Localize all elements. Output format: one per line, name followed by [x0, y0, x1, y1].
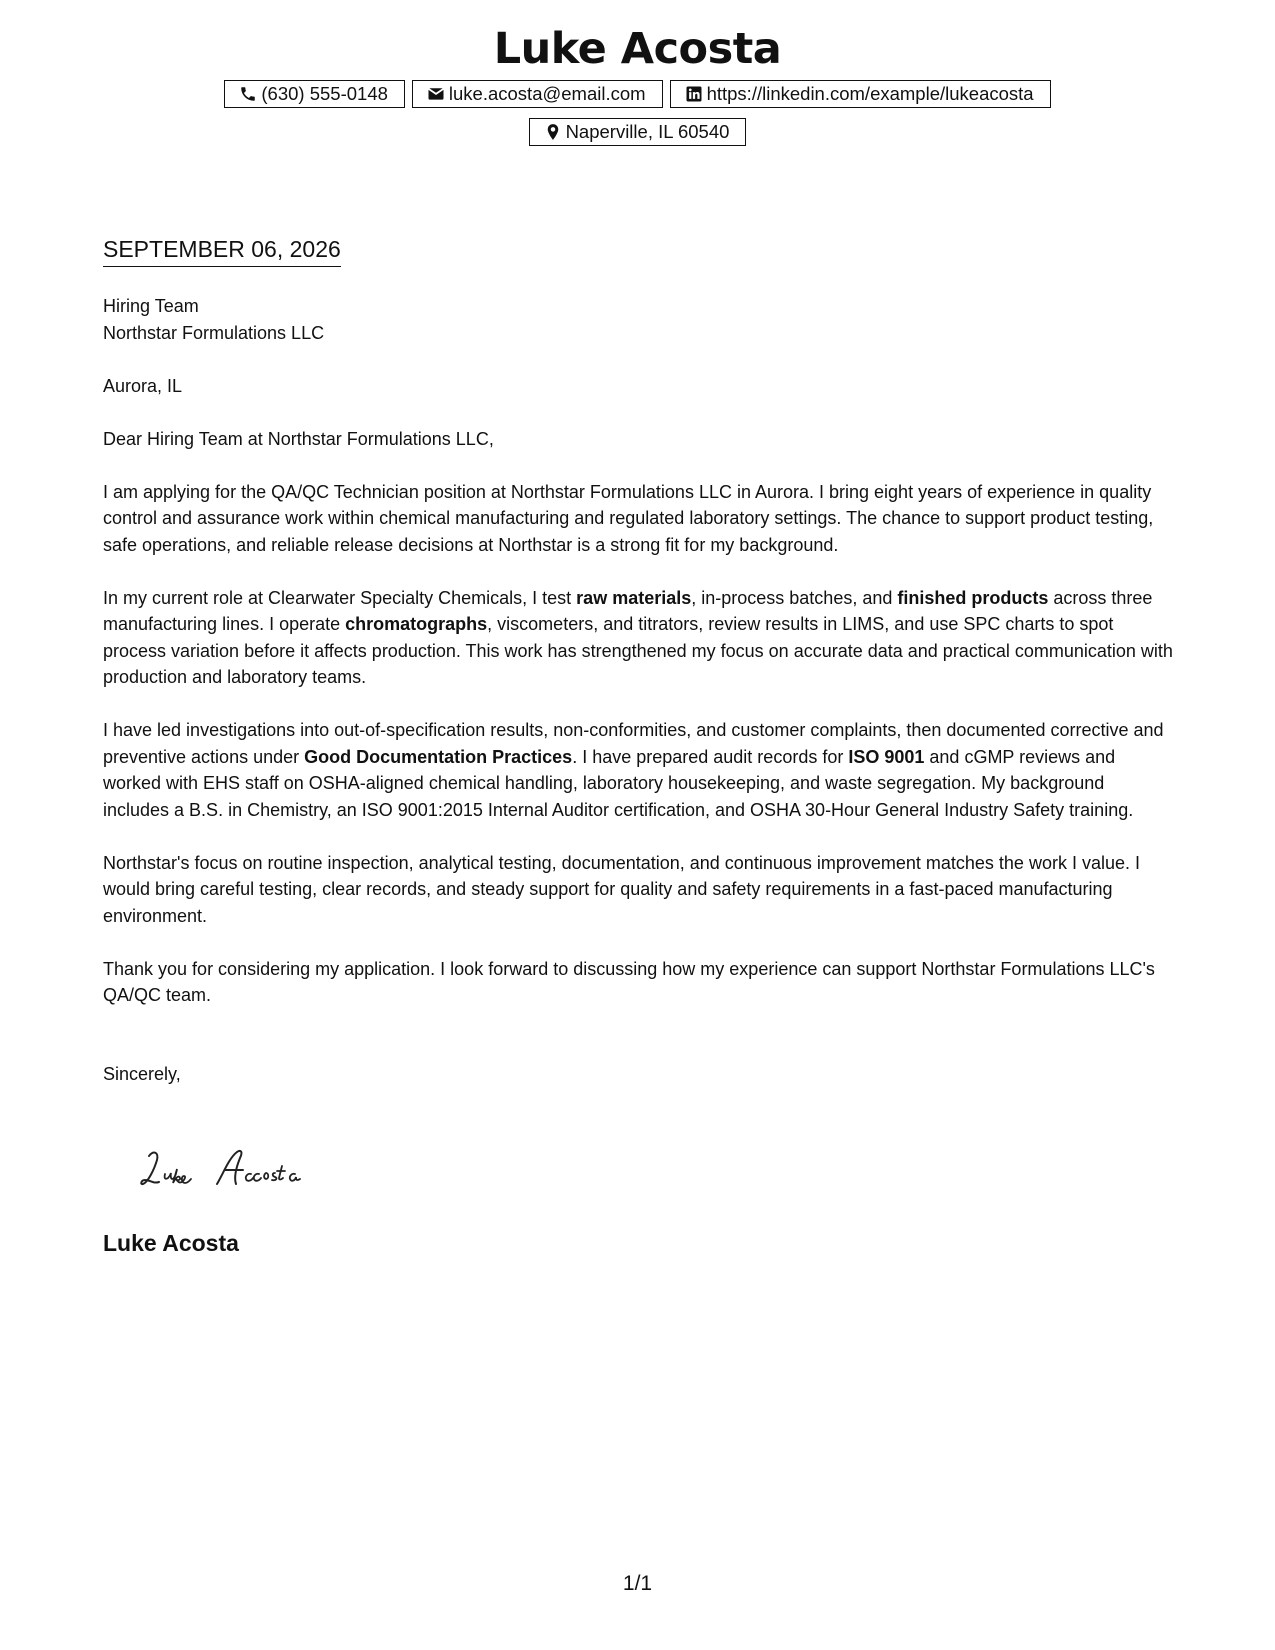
recipient-location: Aurora, IL — [103, 375, 183, 396]
letter-date: SEPTEMBER 06, 2026 — [103, 232, 341, 267]
phone-contact[interactable] — [224, 80, 405, 108]
paragraph-intro: I am applying for the QA/QC Technician position at Northstar Formulations LLC in Aurora. I bring eight years of experience in quality control and assurance work within chemical manufacturing and regulated laboratory settings. The chance to support product testing, safe operations, and reliable release decisions at Northstar is a strong fit for my background. — [103, 481, 1154, 555]
recipient-line-1: Hiring Team — [103, 296, 199, 316]
email-contact[interactable] — [412, 80, 663, 108]
contact-row — [0, 80, 1275, 108]
envelope-icon — [427, 85, 445, 103]
handwritten-signature — [135, 1140, 375, 1200]
email-text: luke.acosta@email.com — [448, 83, 646, 104]
phone-text: (630) 555-0148 — [261, 83, 388, 104]
paragraph-qualifications: I have led investigations into out-of-specification results, non-conformities, and customer complaints, then documented corrective and preventive actions under Good Documentation Practices. I have prepared audit records for ISO 9001 and cGMP reviews and worked with EHS staff on OSHA-aligned chemical handling, laboratory housekeeping, and waste segregation. My background includes a B.S. in Chemistry, an ISO 9001:2015 Internal Auditor certification, and OSHA 30-Hour General Industry Safety training. — [103, 720, 1164, 820]
contact-row-2 — [0, 118, 1275, 146]
location-text: Naperville, IL 60540 — [565, 121, 730, 142]
closing-salutation: Sincerely, — [103, 1064, 181, 1084]
linkedin-text: https://linkedin.com/example/lukeacosta — [706, 83, 1034, 104]
location-contact[interactable] — [529, 118, 747, 146]
salutation: Dear Hiring Team at Northstar Formulations LLC, — [103, 428, 494, 449]
paragraph-experience: In my current role at Clearwater Specialty Chemicals, I test raw materials, in-process batches, and finished products across three manufacturing lines. I operate chromatographs, viscometers, and titrators, review results in LIMS, and use SPC charts to spot process variation before it affects production. This work has strengthened my focus on accurate data and practical communication with production and laboratory teams. — [103, 587, 1173, 687]
signer-name: Luke Acosta — [103, 1230, 239, 1256]
linkedin-contact[interactable] — [670, 80, 1051, 108]
applicant-name: Luke Acosta — [493, 24, 782, 74]
map-pin-icon — [544, 123, 562, 141]
linkedin-icon — [685, 85, 703, 103]
paragraph-closing: Thank you for considering my application. I look forward to discussing how my experience can support Northstar Formulations LLC's QA/QC team. — [103, 958, 1155, 1005]
paragraph-fit: Northstar's focus on routine inspection, analytical testing, documentation, and continuous improvement matches the work I value. I would bring careful testing, clear records, and steady support for quality and safety requirements in a fast-paced manufacturing environment. — [103, 852, 1140, 926]
page-number: 1/1 — [622, 1572, 653, 1595]
phone-icon — [239, 85, 257, 103]
letter-body — [103, 293, 1173, 1088]
recipient-company: Northstar Formulations LLC — [103, 322, 325, 343]
